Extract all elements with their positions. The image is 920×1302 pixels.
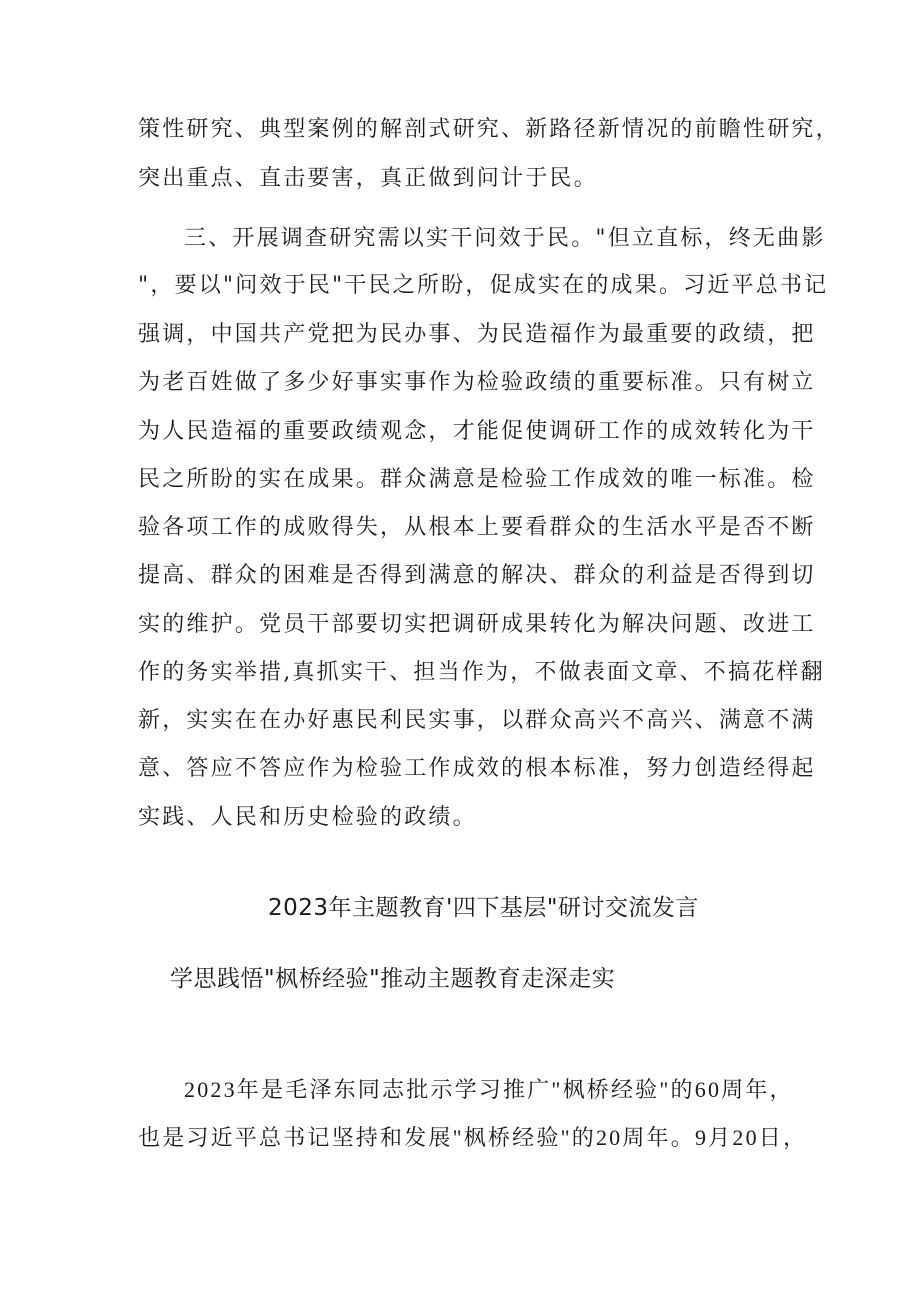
- intro-first-line: 2023年是毛泽东同志批示学习推广"枫桥经验"的60周年，: [184, 1077, 794, 1102]
- document-title: 2023年主题教育'四下基层"研讨交流发言: [268, 895, 699, 921]
- paragraph-line: 民之所盼的实在成果。群众满意是检验工作成效的唯一标准。检: [138, 467, 816, 492]
- paragraph-line: 为人民造福的重要政绩观念，才能促使调研工作的成效转化为干: [138, 419, 816, 444]
- paragraph-line: "，要以"问效于民"干民之所盼，促成实在的成果。习近平总书记: [138, 273, 829, 298]
- paragraph-line: 实践、人民和历史检验的政绩。: [138, 805, 477, 830]
- paragraph-line: 也是习近平总书记坚持和发展"枫桥经验"的20周年。9月20日，: [138, 1125, 808, 1150]
- document-subtitle: 学思践悟"枫桥经验"推动主题教育走深走实: [170, 966, 616, 992]
- paragraph-line: 验各项工作的成败得失，从根本上要看群众的生活水平是否不断: [138, 515, 816, 540]
- section-3-first-line: 三、开展调查研究需以实干问效于民。"但立直标，终无曲影: [184, 226, 826, 251]
- paragraph-line: 强调，中国共产党把为民办事、为民造福作为最重要的政绩，把: [138, 322, 816, 347]
- paragraph-line: 新，实实在在办好惠民利民实事，以群众高兴不高兴、满意不满: [138, 708, 816, 733]
- paragraph-line: 为老百姓做了多少好事实事作为检验政绩的重要标准。只有树立: [138, 370, 816, 395]
- paragraph-line: 提高、群众的困难是否得到满意的解决、群众的利益是否得到切: [138, 563, 816, 588]
- paragraph-line: 实的维护。党员干部要切实把调研成果转化为解决问题、改进工: [138, 612, 816, 637]
- paragraph-line: 作的务实举措,真抓实干、担当作为，不做表面文章、不搞花样翻: [138, 660, 825, 685]
- paragraph-line: 策性研究、典型案例的解剖式研究、新路径新情况的前瞻性研究，: [138, 117, 840, 142]
- paragraph-line: 意、答应不答应作为检验工作成效的根本标准，努力创造经得起: [138, 756, 816, 781]
- paragraph-line: 突出重点、直击要害，真正做到问计于民。: [138, 166, 598, 191]
